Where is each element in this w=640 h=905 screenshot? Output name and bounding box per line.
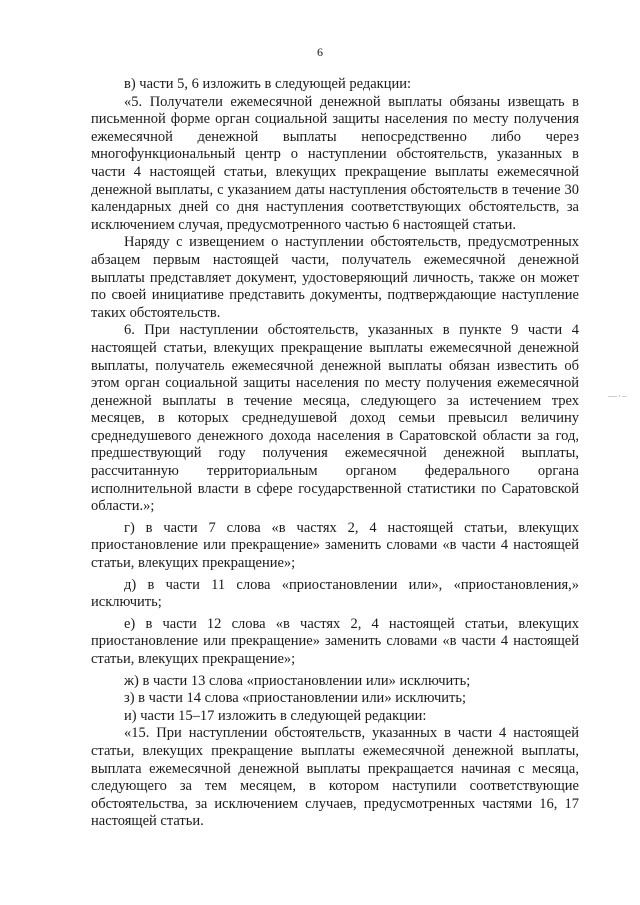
- page-number: 6: [317, 45, 323, 59]
- paragraph-amendment-v: в) части 5, 6 изложить в следующей редакции:: [124, 76, 412, 92]
- paragraph-amendment-i: и) части 15–17 изложить в следующей редакции:: [124, 707, 427, 724]
- paragraph-amendment-z: з) в части 14 слова «приостановлении или» исключить;: [124, 690, 466, 707]
- document-body: [91, 76, 579, 831]
- paragraph-amendment-d: д) в части 11 слова «приостановлении или», «приостановления,» исключить;: [91, 576, 579, 611]
- paragraph-part-5: «5. Получатели ежемесячной денежной выплаты обязаны извещать в письменной форме орган социальной защиты населения по месту получения ежемесячной денежной выплаты непосредственно либо через многофункциональный центр о наступлении обстоятельств, указанных в части 4 настоящей статьи, влекущих прекращение выплаты ежемесячной денежной выплаты, с указанием даты наступления обстоятельств в течение 30 календарных дней со дня наступления соответствующих обстоятельств, за исключением случая, предусмотренного частью 6 настоящей статьи.: [91, 93, 579, 233]
- paragraph-amendment-g: г) в части 7 слова «в частях 2, 4 настоящей статьи, влекущих приостановление или прекращение» заменить словами «в части 4 настоящей статьи, влекущих прекращение»;: [91, 519, 579, 572]
- paragraph-part-6: 6. При наступлении обстоятельств, указанных в пункте 9 части 4 настоящей статьи, влекущих прекращение выплаты ежемесячной денежной выплаты, получатель ежемесячной денежной выплаты обязан известить об этом орган социальной защиты населения по месту получения ежемесячной денежной выплаты в течение месяца, следующего за истечением трех месяцев, в которых среднедушевой доход семьи превысил величину среднедушевого денежного дохода населения в Саратовской области за год, предшествующий году получения ежемесячной денежной выплаты, рассчитанную территориальным органом федерального органа исполнительной власти в сфере государственной статистики по Саратовской области.»;: [91, 322, 579, 515]
- paragraph-amendment-e: е) в части 12 слова «в частях 2, 4 настоящей статьи, влекущих приостановление или прекращение» заменить словами «в части 4 настоящей статьи, влекущих прекращение»;: [91, 615, 579, 667]
- paragraph-part-5-second: Наряду с извещением о наступлении обстоятельств, предусмотренных абзацем первым настоящей части, получатель ежемесячной денежной выплаты представляет документ, удостоверяющий личность, также он может по своей инициативе представить документы, подтверждающие наступление таких обстоятельств.: [91, 234, 579, 321]
- paragraph-part-15: «15. При наступлении обстоятельств, указанных в части 4 настоящей статьи, влекущих прекращение выплаты ежемесячной денежной выплаты, выплата ежемесячной денежной выплаты прекращается начиная с месяца, следующего за тем месяцем, в котором наступили соответствующие обстоятельства, за исключением случаев, предусмотренных частями 16, 17 настоящей статьи.: [91, 725, 579, 830]
- scan-artifact-mark: —·–: [608, 391, 628, 401]
- paragraph-amendment-zh: ж) в части 13 слова «приостановлении или» исключить;: [124, 672, 471, 689]
